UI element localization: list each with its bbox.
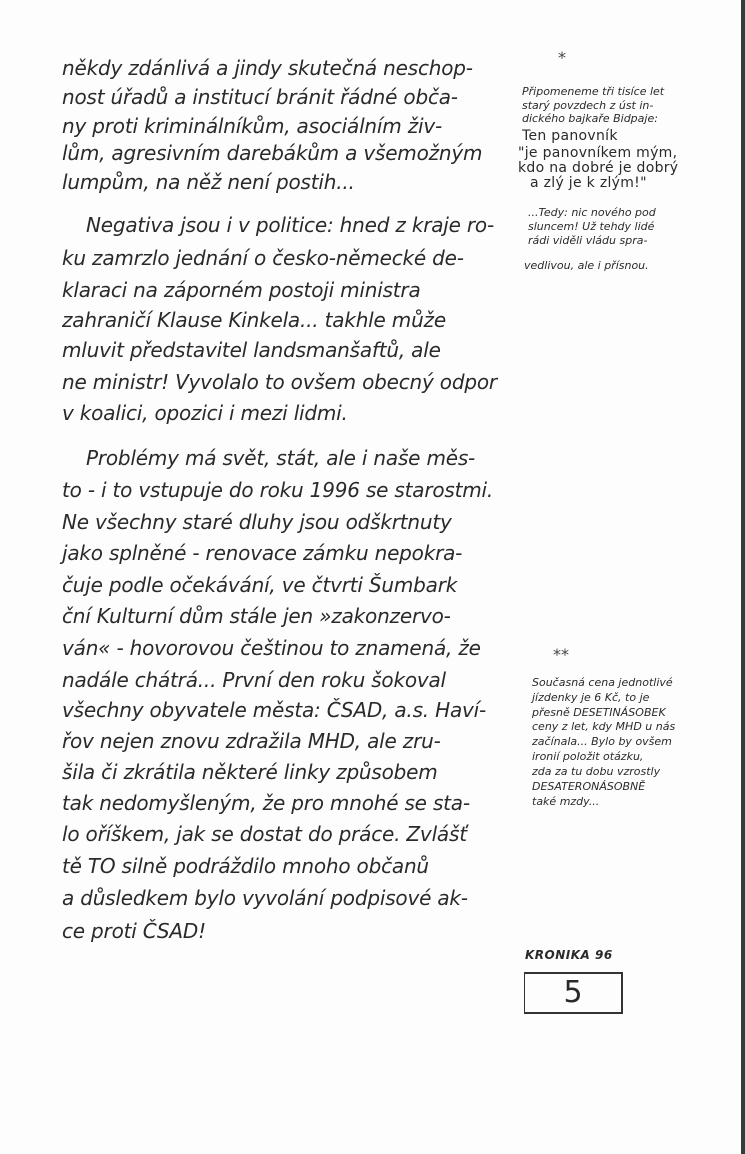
note-line: začínala... Bylo by ovšem <box>532 735 672 748</box>
text-line: řov nejen znovu zdražila MHD, ale zru- <box>62 729 441 753</box>
note-line: Současná cena jednotlivé <box>532 676 673 689</box>
text-line: šila či zkrátila některé linky způsobem <box>62 760 438 784</box>
note-line: sluncem! Už tehdy lidé <box>528 220 655 233</box>
note-line: starý povzdech z úst in- <box>522 99 654 112</box>
text-line: nost úřadů a institucí bránit řádné obča- <box>62 85 458 109</box>
note-line: DESATERONÁSOBNĚ <box>532 780 646 793</box>
note-line: jízdenky je 6 Kč, to je <box>532 691 650 704</box>
note-line: dického bajkaře Bidpaje: <box>522 112 658 125</box>
text-line: ván« - hovorovou češtinou to znamená, že <box>62 636 481 660</box>
text-line: zahraničí Klause Kinkela... takhle může <box>62 308 446 332</box>
text-line: mluvit představitel landsmanšaftů, ale <box>62 338 441 362</box>
text-line: lo oříškem, jak se dostat do práce. Zvlášť <box>62 822 467 846</box>
note-line: ironií položit otázku, <box>532 750 644 763</box>
note-line: Připomeneme tři tisíce let <box>522 85 665 98</box>
text-line: čuje podle očekávání, ve čtvrti Šumbark <box>62 573 458 597</box>
text-line: tak nedomyšleným, že pro mnohé se sta- <box>62 791 470 815</box>
text-line: ne ministr! Vyvolalo to ovšem obecný odpor <box>62 370 497 394</box>
text-line: ku zamrzlo jednání o česko-německé de- <box>62 246 464 270</box>
note-line: Ten panovník <box>522 128 618 144</box>
text-line: tě TO silně podráždilo mnoho občanů <box>62 854 429 878</box>
text-line: Ne všechny staré dluhy jsou odškrtnuty <box>62 510 452 534</box>
text-line: to - i to vstupuje do roku 1996 se starostmi. <box>62 478 494 502</box>
text-line: všechny obyvatele města: ČSAD, a.s. Haví- <box>62 698 487 722</box>
note-line: také mzdy... <box>532 795 600 808</box>
note-line: rádi viděli vládu spra- <box>528 234 648 247</box>
note-line: vedlivou, ale i přísnou. <box>524 259 649 272</box>
double-asterisk-marker: ** <box>553 645 569 664</box>
text-line: Problémy má svět, stát, ale i naše měs- <box>86 446 476 470</box>
text-line: lumpům, na něž není postih... <box>62 170 355 194</box>
note-line: zda za tu dobu vzrostly <box>532 765 661 778</box>
page-edge <box>741 0 745 1154</box>
note-line: ceny z let, kdy MHD u nás <box>532 720 676 733</box>
text-line: a důsledkem bylo vyvolání podpisové ak- <box>62 886 468 910</box>
text-line: v koalici, opozici i mezi lidmi. <box>62 401 348 425</box>
note-line: a zlý je k zlým!" <box>530 175 647 191</box>
text-line: klaraci na záporném postoji ministra <box>62 278 421 302</box>
page-number: 5 <box>524 972 623 1014</box>
text-line: ční Kulturní dům stále jen »zakonzervo- <box>62 604 451 628</box>
note-line: ...Tedy: nic nového pod <box>528 206 656 219</box>
text-line: jako splněné - renovace zámku nepokra- <box>62 541 463 565</box>
text-line: ny proti kriminálníkům, asociálním živ- <box>62 114 443 138</box>
text-line: Negativa jsou i v politice: hned z kraje ro- <box>86 213 494 237</box>
note-line: přesně DESETINÁSOBEK <box>532 706 666 719</box>
note-line: "je panovníkem mým, <box>518 145 678 161</box>
note-line: kdo na dobré je dobrý <box>518 160 679 176</box>
text-line: někdy zdánlivá a jindy skutečná neschop- <box>62 56 473 80</box>
chronicle-label: KRONIKA 96 <box>525 948 613 962</box>
text-line: ce proti ČSAD! <box>62 919 206 943</box>
text-line: nadále chátrá... První den roku šokoval <box>62 668 446 692</box>
text-line: lům, agresivním darebákům a všemožným <box>62 141 483 165</box>
asterisk-marker: * <box>558 48 566 67</box>
